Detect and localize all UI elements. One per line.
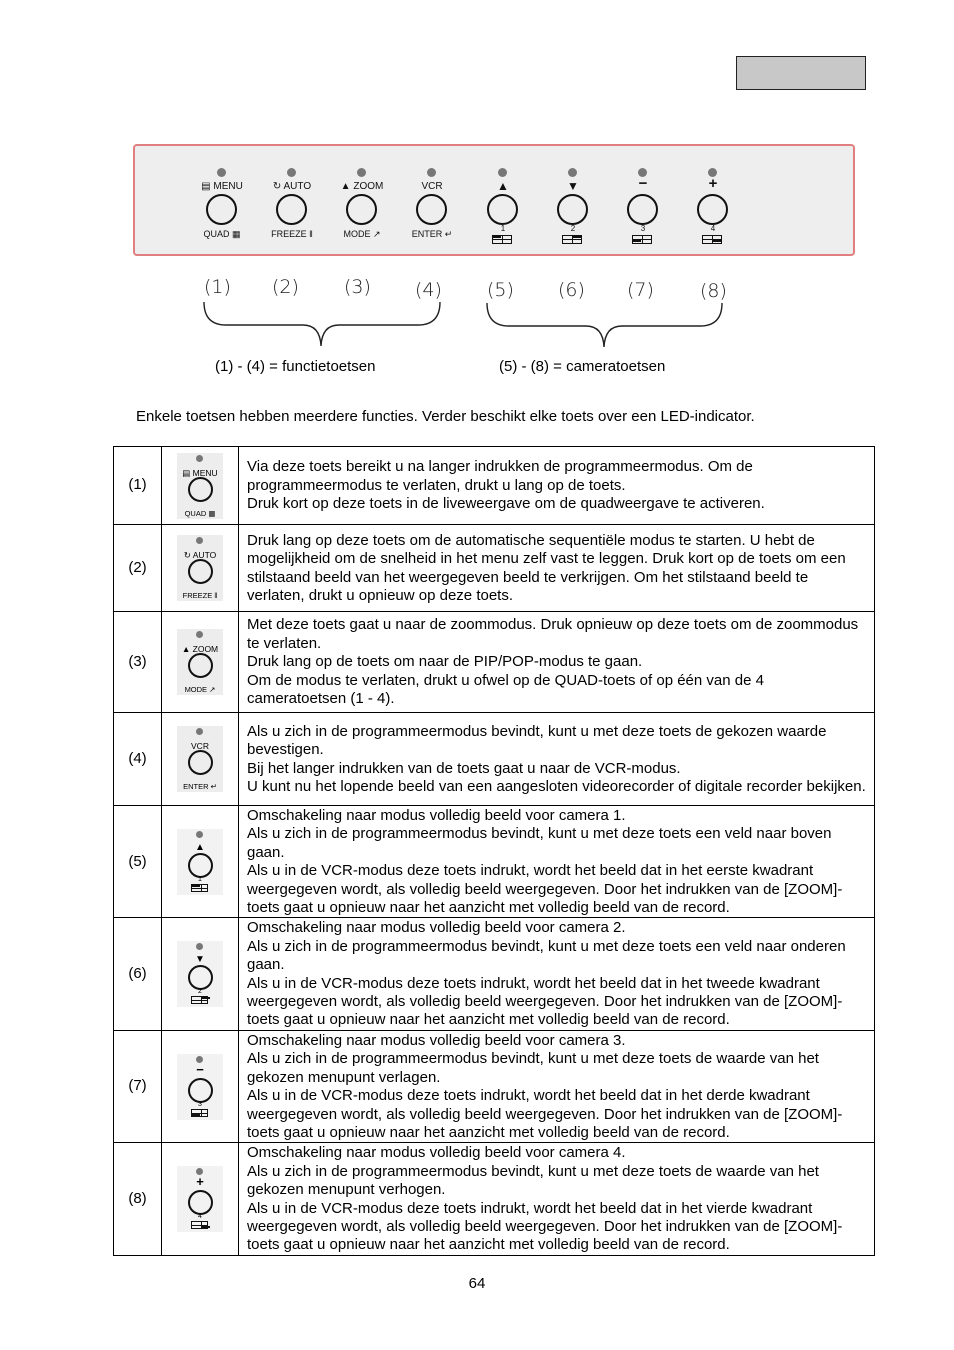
down-arrow-icon: ▼	[195, 954, 205, 966]
quad-view-icon	[191, 1221, 208, 1229]
camera-1-button-icon	[177, 829, 223, 895]
brace-function-keys	[204, 302, 440, 346]
quad-view-icon	[191, 884, 208, 892]
panel-label-6: (6)	[558, 279, 585, 301]
camera-number: 2	[198, 988, 202, 996]
zoom-button-icon	[177, 629, 223, 695]
vcr-button-icon	[177, 726, 223, 792]
icon-top-label: ▲ ZOOM	[181, 644, 219, 654]
panel-label-5: (5)	[487, 279, 514, 301]
row-description	[239, 1030, 875, 1142]
button-ring	[188, 477, 213, 502]
button-top-label: ↻ AUTO	[272, 181, 312, 192]
row-index: (5)	[114, 806, 162, 918]
row-text: Omschakeling naar modus volledig beeld voor camera 2. Als u zich in de programmeermodus bevindt, kunt u met deze toets een veld naar onderen gaan. Als u in de VCR-modus deze toets indrukt, wordt het beeld dat in het tweede kwadrant weergegeven wordt, als volledig beeld weergegeven. Door het indrukken van de [ZOOM]-toets gaat u opnieuw naar het aanzicht met volledig beeld van de record.	[247, 919, 846, 1029]
quad-view-icon	[191, 996, 208, 1004]
minus-icon: −	[196, 1061, 204, 1077]
row-index: (7)	[114, 1030, 162, 1142]
row-index: (1)	[114, 447, 162, 525]
camera-2-button-icon	[177, 941, 223, 1007]
table-row	[114, 1143, 875, 1255]
table-row	[114, 612, 875, 713]
menu-button-icon	[177, 453, 223, 519]
button-ring	[188, 965, 213, 990]
camera-number: 4	[710, 224, 716, 233]
button-ring	[188, 1078, 213, 1103]
button-ring	[188, 653, 213, 678]
icon-bottom-label: FREEZE ‖	[182, 591, 218, 600]
button-ring	[188, 853, 213, 878]
group-braces	[0, 0, 954, 360]
row-description	[239, 918, 875, 1030]
row-description	[239, 713, 875, 806]
quad-view-icon	[191, 1109, 208, 1117]
row-text: Druk lang op deze toets om de automatische sequentiële modus te starten. U hebt de mogelijkheid om de snelheid in het menu zelf vast te leggen. Druk kort op de toets om een stilstaand beeld van het weergegeven beeld te verkrijgen. Om het stilstaand beeld te verlaten, drukt u opnieuw op deze toets.	[247, 531, 846, 604]
row-text: Met deze toets gaat u naar de zoommodus. Druk opnieuw op deze toets om de zoommodus te verlaten. Druk lang op de toets om naar de PIP/POP-modus te gaan. Om de modus te verlaten, drukt u ofwel op de QUAD-toets of op één van de 4 cameratoetsen (1 - 4).	[247, 616, 859, 708]
function-table	[113, 446, 875, 1256]
table-row	[114, 447, 875, 525]
minus-icon: −	[638, 175, 648, 192]
row-description	[239, 447, 875, 525]
row-index: (3)	[114, 612, 162, 713]
button-top-label: VCR	[421, 181, 443, 192]
icon-top-label: VCR	[191, 741, 209, 751]
panel-label-1: (1)	[204, 276, 231, 298]
row-text: Via deze toets bereikt u na langer indrukken de programmeermodus. Om de programmeermodus te verlaten, drukt u lang op de toets. Druk kort op deze toets in de liveweergave om de quadweergave te activeren.	[247, 458, 765, 513]
led-indicator	[196, 831, 203, 838]
auto-button-icon	[177, 535, 223, 601]
icon-bottom-label: ENTER ↵	[183, 782, 217, 791]
button-ring	[188, 1190, 213, 1215]
row-text: Omschakeling naar modus volledig beeld voor camera 4. Als u zich in de programmeermodus bevindt, kunt u met deze toets de waarde van het gekozen menupunt verhogen. Als u in de VCR-modus deze toets indrukt, wordt het beeld dat in het vierde kwadrant weergegeven wordt, als volledig beeld weergegeven. Door het indrukken van de [ZOOM]-toets gaat u opnieuw naar het aanzicht met volledig beeld van de record.	[247, 1144, 843, 1254]
table-row	[114, 918, 875, 1030]
icon-top-label: ▤ MENU	[182, 467, 218, 478]
page-number: 64	[468, 1275, 486, 1292]
icon-bottom-label: QUAD ▦	[184, 508, 216, 518]
camera-4-button-icon	[177, 1166, 223, 1232]
button-top-label: ▲ ZOOM	[340, 181, 384, 192]
panel-label-4: (4)	[415, 279, 442, 301]
row-text: Omschakeling naar modus volledig beeld voor camera 1. Als u zich in de programmeermodus bevindt, kunt u met deze toets een veld naar boven gaan. Als u in de VCR-modus deze toets indrukt, wordt het beeld dat in het eerste kwadrant weergegeven wordt, als volledig beeld weergegeven. Door het indrukken van de [ZOOM]-toets gaat u opnieuw naar het aanzicht met volledig beeld van de record.	[247, 807, 843, 917]
row-index: (8)	[114, 1143, 162, 1255]
icon-top-label: ↻ AUTO	[183, 550, 217, 560]
camera-number: 1	[500, 224, 506, 233]
row-index: (2)	[114, 525, 162, 612]
table-row	[114, 525, 875, 612]
button-top-label: ▤ MENU	[201, 181, 243, 192]
button-bottom-label: ENTER ↵	[411, 229, 453, 239]
button-ring	[188, 750, 213, 775]
led-indicator	[196, 728, 203, 735]
camera-number: 2	[570, 224, 576, 233]
button-ring	[188, 559, 213, 584]
table-row	[114, 713, 875, 806]
table-row	[114, 806, 875, 918]
row-description	[239, 525, 875, 612]
led-indicator	[196, 943, 203, 950]
camera-number: 3	[640, 224, 646, 233]
panel-label-2: (2)	[272, 276, 299, 298]
led-indicator	[196, 455, 203, 462]
intro-paragraph: Enkele toetsen hebben meerdere functies. Verder beschikt elke toets over een LED-indicator.	[136, 408, 755, 425]
camera-3-button-icon	[177, 1054, 223, 1120]
up-arrow-icon: ▲	[195, 841, 205, 853]
caption-function-keys: (1) - (4) = functietoetsen	[215, 358, 376, 375]
plus-icon: +	[196, 1174, 204, 1190]
row-description	[239, 1143, 875, 1255]
button-bottom-label: MODE ↗	[343, 229, 381, 239]
table-row	[114, 1030, 875, 1142]
row-text: Als u zich in de programmeermodus bevindt, kunt u met deze toets de gekozen waarde bevestigen. Bij het langer indrukken van de toets gaat u naar de VCR-modus. U kunt nu het lopende beeld van een aangesloten videorecorder of digitale recorder bekijken.	[247, 722, 866, 795]
camera-number: 1	[198, 875, 202, 883]
row-text: Omschakeling naar modus volledig beeld voor camera 3. Als u zich in de programmeermodus bevindt, kunt u met deze toets de waarde van het gekozen menupunt verlagen. Als u in de VCR-modus deze toets indrukt, wordt het beeld dat in het derde kwadrant weergegeven wordt, als volledig beeld weergegeven. Door het indrukken van de [ZOOM]-toets gaat u opnieuw naar het aanzicht met volledig beeld van de record.	[247, 1031, 843, 1141]
row-index: (4)	[114, 713, 162, 806]
plus-icon: +	[708, 175, 718, 192]
camera-number: 4	[198, 1213, 202, 1221]
row-description	[239, 612, 875, 713]
panel-label-8: (8)	[700, 280, 727, 302]
row-index: (6)	[114, 918, 162, 1030]
button-bottom-label: FREEZE ‖	[271, 229, 313, 239]
panel-label-3: (3)	[344, 276, 371, 298]
panel-label-7: (7)	[627, 279, 654, 301]
caption-camera-keys: (5) - (8) = cameratoetsen	[499, 358, 666, 375]
led-indicator	[196, 631, 203, 638]
led-indicator	[196, 537, 203, 544]
row-description	[239, 806, 875, 918]
brace-camera-keys	[487, 303, 722, 347]
icon-bottom-label: MODE ↗	[184, 685, 216, 694]
camera-number: 3	[198, 1100, 202, 1108]
up-arrow-icon: ▲	[497, 179, 509, 193]
down-arrow-icon: ▼	[567, 179, 579, 193]
button-bottom-label: QUAD ▦	[203, 229, 241, 239]
